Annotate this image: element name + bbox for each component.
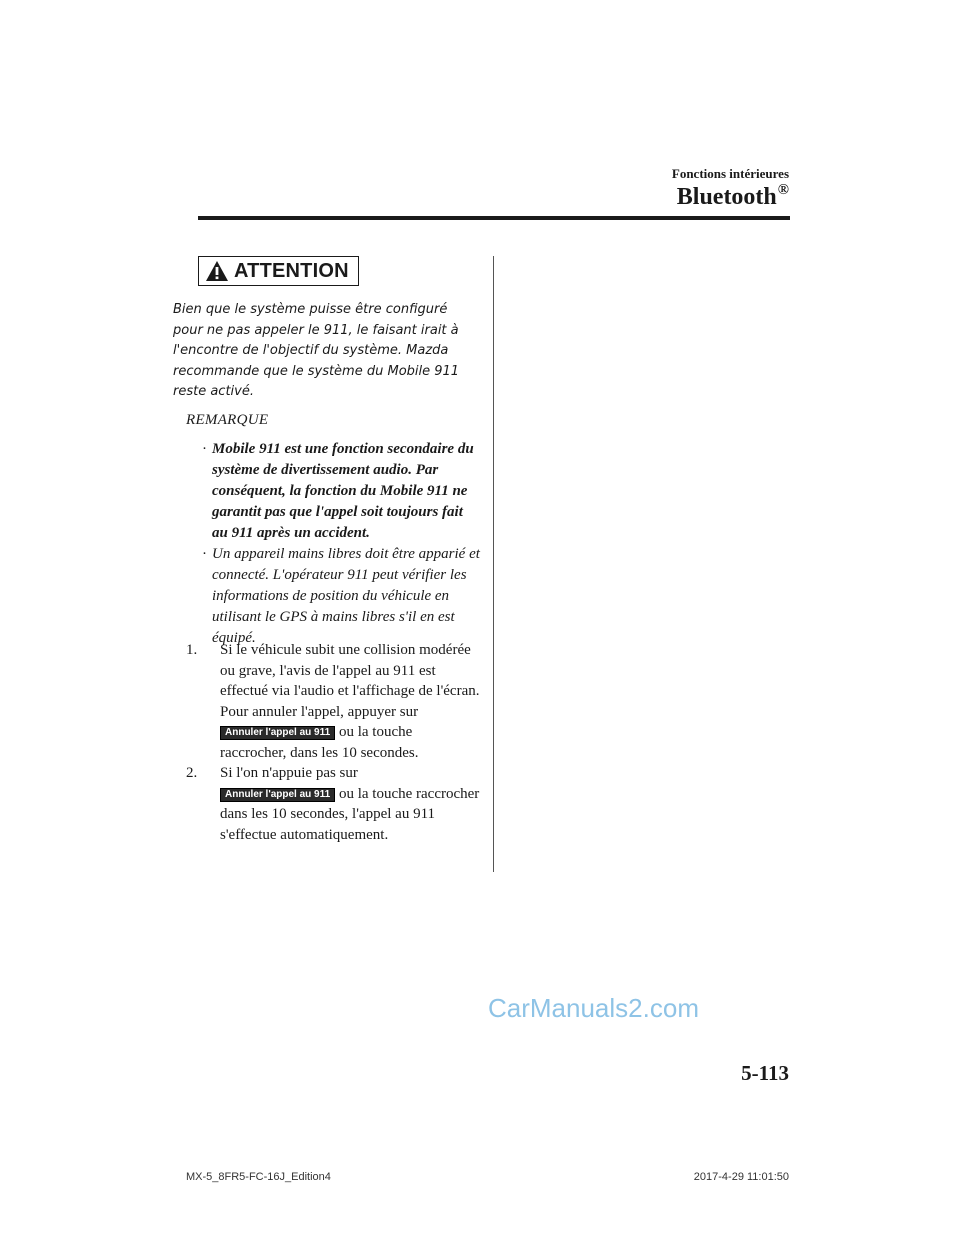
warning-triangle-icon xyxy=(205,260,229,282)
attention-label: ATTENTION xyxy=(234,259,349,282)
step-text: ou la touche raccrocher, dans les 10 secondes. xyxy=(220,724,419,761)
registered-mark: ® xyxy=(777,182,789,198)
step-text: Si le véhicule subit une collision modérée ou grave, l'avis de l'appel au 911 est effectué via l'audio et l'affichage de l'écran. Pour annuler l'appel, appuyer sur xyxy=(220,642,480,720)
section-label: Fonctions intérieures xyxy=(671,166,789,181)
section-title xyxy=(677,182,789,211)
note-heading: REMARQUE xyxy=(186,412,269,428)
step-number: 1. xyxy=(186,642,198,658)
step-text: ou la touche raccrocher dans les 10 secondes, l'appel au 911 s'effectue automatiquement. xyxy=(220,785,480,843)
page-number: 5-113 xyxy=(741,1061,789,1085)
note-bullet: · xyxy=(202,441,207,457)
steps-list xyxy=(186,640,480,845)
step-item xyxy=(186,763,480,845)
note-list xyxy=(202,439,480,649)
note-item xyxy=(202,544,480,649)
note-item xyxy=(202,439,480,544)
cancel-call-key: Annuler l'appel au 911 xyxy=(220,788,335,802)
section-title-text: Bluetooth xyxy=(676,184,777,210)
attention-banner xyxy=(198,256,359,286)
cancel-call-key: Annuler l'appel au 911 xyxy=(220,726,335,740)
step-text: Si l'on n'appuie pas sur xyxy=(220,765,358,781)
step-number: 2. xyxy=(186,765,198,781)
step-2-continuation xyxy=(220,784,480,846)
column-divider xyxy=(493,256,494,872)
watermark: CarManuals2.com xyxy=(488,993,699,1023)
footer-document-id: MX-5_8FR5-FC-16J_Edition4 xyxy=(186,1171,331,1183)
header-rule xyxy=(198,216,790,220)
footer-timestamp: 2017-4-29 11:01:50 xyxy=(693,1171,789,1183)
step-item xyxy=(186,640,480,763)
note-bullet: · xyxy=(202,546,207,562)
note-item-text: Un appareil mains libres doit être apparié et connecté. L'opérateur 911 peut vérifier les informations de position du véhicule en utilisant le GPS à mains libres s'il en est équipé. xyxy=(212,546,480,646)
note-item-text: Mobile 911 est une fonction secondaire du système de divertissement audio. Par conséquent, la fonction du Mobile 911 ne garantit pas que l'appel soit toujours fait au 911 après un accident. xyxy=(212,441,474,541)
attention-text: Bien que le système puisse être configuré pour ne pas appeler le 911, le faisant irait à l'encontre de l'objectif du système. Mazda recommande que le système du Mobile 911 reste activé. xyxy=(173,302,460,399)
